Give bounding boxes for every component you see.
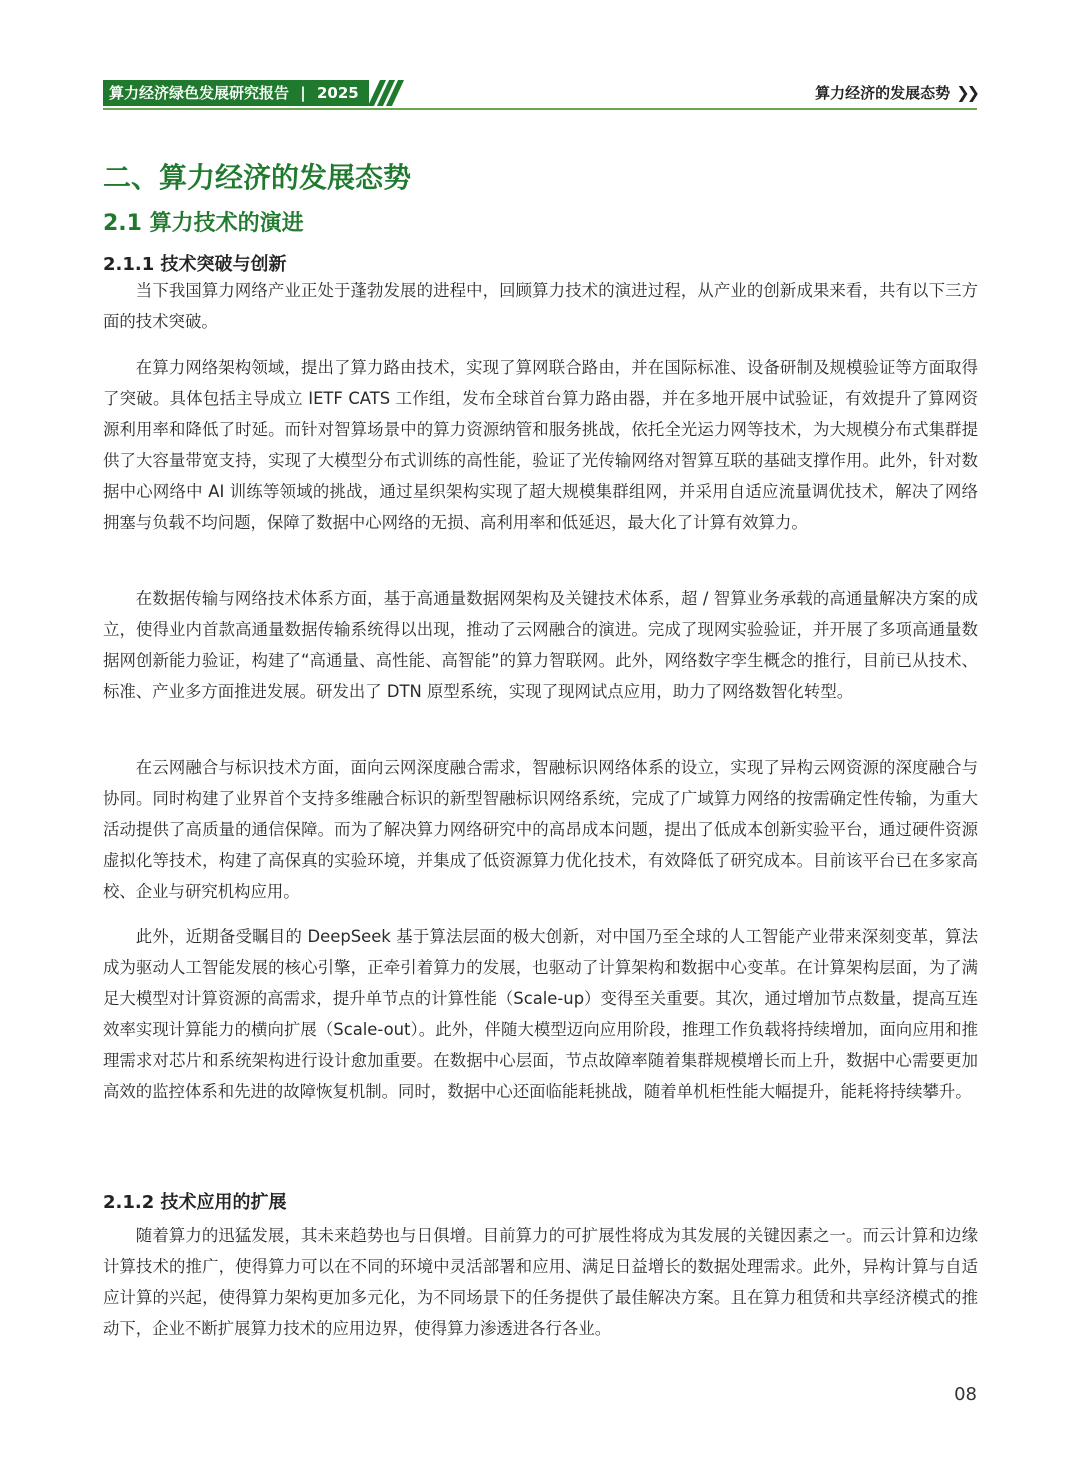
report-title-tag bbox=[103, 80, 369, 106]
decorative-stripes bbox=[371, 80, 398, 106]
chapter-title: 二、算力经济的发展态势 bbox=[103, 161, 412, 194]
paragraph: 在云网融合与标识技术方面，面向云网深度融合需求，智融标识网络体系的设立，实现了异构云网资源的深度融合与协同。同时构建了业界首个支持多维融合标识的新型智融标识网络系统，完成了广域算力网络的按需确定性传输，为重大活动提供了高质量的通信保障。而为了解决算力网络研究中的高昂成本问题，提出了低成本创新实验平台，通过硬件资源虚拟化等技术，构建了高保真的实验环境，并集成了低资源算力优化技术，有效降低了研究成本。目前该平台已在多家高校、企业与研究机构应用。 bbox=[103, 758, 978, 901]
subsection-title-2-1-2: 2.1.2 技术应用的扩展 bbox=[103, 1192, 287, 1213]
report-header-tag bbox=[103, 78, 413, 108]
section-label-text: 算力经济的发展态势 bbox=[815, 84, 951, 102]
subsection-title-2-1-1: 2.1.1 技术突破与创新 bbox=[103, 254, 287, 275]
page-number: 08 bbox=[954, 1384, 977, 1405]
report-title: 算力经济绿色发展研究报告 bbox=[109, 84, 290, 102]
running-section-label bbox=[815, 82, 977, 103]
section-title: 2.1 算力技术的演进 bbox=[103, 211, 304, 236]
paragraph: 当下我国算力网络产业正处于蓬勃发展的进程中，回顾算力技术的演进过程，从产业的创新成果来看，共有以下三方面的技术突破。 bbox=[103, 281, 978, 331]
header-divider bbox=[103, 108, 977, 110]
report-year: 2025 bbox=[316, 84, 359, 102]
paragraph: 在数据传输与网络技术体系方面，基于高通量数据网架构及关键技术体系，超 / 智算业务承载的高通量解决方案的成立，使得业内首款高通量数据传输系统得以出现，推动了云网融合的演进。完成了现网实验验证，并开展了多项高通量数据网创新能力验证，构建了“高通量、高性能、高智能”的算力智联网。此外，网络数字孪生概念的推行，目前已从技术、标准、产业多方面推进发展。研发出了 DTN 原型系统，实现了现网试点应用，助力了网络数智化转型。 bbox=[103, 589, 978, 701]
paragraph: 在算力网络架构领域，提出了算力路由技术，实现了算网联合路由，并在国际标准、设备研制及规模验证等方面取得了突破。具体包括主导成立 IETF CATS 工作组，发布全球首台算力路由器，并在多地开展中试验证，有效提升了算网资源利用率和降低了时延。而针对智算场景中的算力资源纳管和服务挑战，依托全光运力网等技术，为大规模分布式集群提供了大容量带宽支持，实现了大模型分布式训练的高性能，验证了光传输网络对智算互联的基础支撑作用。此外，针对数据中心网络中 AI 训练等领域的挑战，通过星织架构实现了超大规模集群组网，并采用自适应流量调优技术，解决了网络拥塞与负载不均问题，保障了数据中心网络的无损、高利用率和低延迟，最大化了计算有效算力。 bbox=[103, 358, 978, 532]
report-title-separator: | bbox=[300, 84, 306, 102]
double-chevron-right-icon: ❯❯ bbox=[956, 83, 977, 102]
paragraph: 此外，近期备受瞩目的 DeepSeek 基于算法层面的极大创新，对中国乃至全球的人工智能产业带来深刻变革，算法成为驱动人工智能发展的核心引擎，正牵引着算力的发展，也驱动了计算架构和数据中心变革。在计算架构层面，为了满足大模型对计算资源的高需求，提升单节点的计算性能（Scale-up）变得至关重要。其次，通过增加节点数量，提高互连效率实现计算能力的横向扩展（Scale-out）。此外，伴随大模型迈向应用阶段，推理工作负载将持续增加，面向应用和推理需求对芯片和系统架构进行设计愈加重要。在数据中心层面，节点故障率随着集群规模增长而上升，数据中心需要更加高效的监控体系和先进的故障恢复机制。同时，数据中心还面临能耗挑战，随着单机柜性能大幅提升，能耗将持续攀升。 bbox=[103, 927, 978, 1101]
paragraph: 随着算力的迅猛发展，其未来趋势也与日俱增。目前算力的可扩展性将成为其发展的关键因素之一。而云计算和边缘计算技术的推广，使得算力可以在不同的环境中灵活部署和应用、满足日益增长的数据处理需求。此外，异构计算与自适应计算的兴起，使得算力架构更加多元化，为不同场景下的任务提供了最佳解决方案。且在算力租赁和共享经济模式的推动下，企业不断扩展算力技术的应用边界，使得算力渗透进各行各业。 bbox=[103, 1226, 978, 1338]
